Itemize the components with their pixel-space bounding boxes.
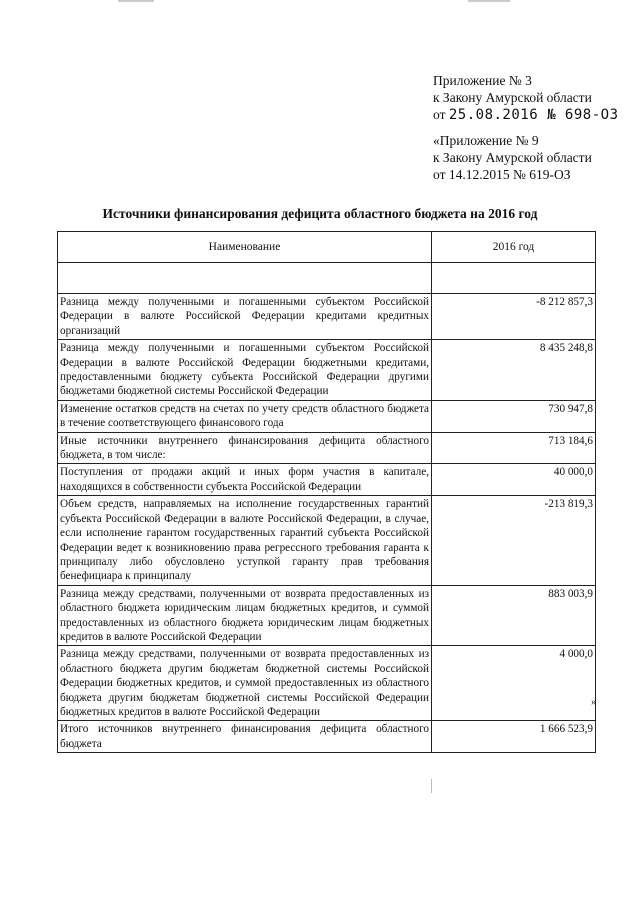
row-name: Разница между средствами, полученными от возврата предоставленных из областного бюджета юридическим лицам бюджетных кредитов, и суммой предоставленных из областного бюджета юридическим лицам бюджетных кредитов в валюте Российской Федерации bbox=[58, 585, 432, 646]
row-value: -213 819,3 bbox=[432, 496, 596, 585]
closing-quote-mark: » bbox=[591, 696, 597, 708]
row-value: 730 947,8 bbox=[432, 400, 596, 432]
annex-date: от 14.12.2015 № 619-ОЗ bbox=[433, 167, 571, 182]
table-row bbox=[58, 585, 596, 646]
table-row bbox=[58, 464, 596, 496]
financing-sources-table bbox=[57, 231, 596, 753]
table-row bbox=[58, 340, 596, 401]
annex-header-previous bbox=[433, 132, 592, 183]
row-value: 8 435 248,8 bbox=[432, 340, 596, 401]
row-name: Разница между полученными и погашенными субъектом Российской Федерации в валюте Российской Федерации кредитами кредитных организаций bbox=[58, 294, 432, 340]
row-name: Изменение остатков средств на счетах по учету средств областного бюджета в течение соответствующего финансового года bbox=[58, 400, 432, 432]
document-title: Источники финансирования дефицита областного бюджета на 2016 год bbox=[102, 206, 538, 221]
row-name: Иные источники внутреннего финансирования дефицита областного бюджета, в том числе: bbox=[58, 432, 432, 464]
row-name: Разница между средствами, полученными от возврата предоставленных из областного бюджета другим бюджетам бюджетной системы Российской Федерации бюджетных кредитов, и суммой предоставленных из областного бюджета другим бюджетам бюджетной системы Российской Федерации бюджетных кредитов в валюте Российской Федерации bbox=[58, 646, 432, 721]
row-name: Объем средств, направляемых на исполнение государственных гарантий субъекта Российской Федерации в валюте Российской Федерации, в случае, если исполнение гарантом государственных гарантий субъекта Российской Федерации ведет к возникновению права регрессного требования гаранта к принципалу либо обусловлено уступкой гаранту прав требования бенефициара к принципалу bbox=[58, 496, 432, 585]
annex-number: «Приложение № 9 bbox=[433, 133, 539, 148]
row-name: Разница между полученными и погашенными субъектом Российской Федерации в валюте Российской Федерации бюджетными кредитами, предоставленными бюджету субъекта Российской Федерации другими бюджетами бюджетной системы Российской Федерации bbox=[58, 340, 432, 401]
scan-artifact bbox=[431, 779, 432, 793]
table-header-row bbox=[58, 232, 596, 263]
scan-artifact bbox=[118, 0, 154, 2]
table-row bbox=[58, 646, 596, 721]
annex-date-stamp: 25.08.2016 № 698-ОЗ bbox=[448, 107, 619, 123]
row-value: 883 003,9 bbox=[432, 585, 596, 646]
table-row bbox=[58, 294, 596, 340]
annex-law: к Закону Амурской области bbox=[433, 90, 592, 105]
row-value: 713 184,6 bbox=[432, 432, 596, 464]
row-name: Поступления от продажи акций и иных форм участия в капитале, находящихся в собственности субъекта Российской Федерации bbox=[58, 464, 432, 496]
row-value: 40 000,0 bbox=[432, 464, 596, 496]
row-value: -8 212 857,3 bbox=[432, 294, 596, 340]
table-spacer-row bbox=[58, 263, 596, 294]
annex-date-line bbox=[433, 106, 619, 124]
table-row bbox=[58, 496, 596, 585]
annex-header-current bbox=[433, 72, 619, 124]
row-value: 4 000,0 bbox=[432, 646, 596, 721]
row-value: 1 666 523,9 bbox=[432, 721, 596, 753]
table-row-total bbox=[58, 721, 596, 753]
row-name: Итого источников внутреннего финансирования дефицита областного бюджета bbox=[58, 721, 432, 753]
column-header-name: Наименование bbox=[58, 232, 432, 263]
table-row bbox=[58, 400, 596, 432]
column-header-year: 2016 год bbox=[432, 232, 596, 263]
annex-law: к Закону Амурской области bbox=[433, 150, 592, 165]
annex-number: Приложение № 3 bbox=[433, 73, 532, 88]
annex-date-prefix: от bbox=[433, 107, 446, 122]
table-row bbox=[58, 432, 596, 464]
scan-artifact bbox=[468, 0, 510, 2]
